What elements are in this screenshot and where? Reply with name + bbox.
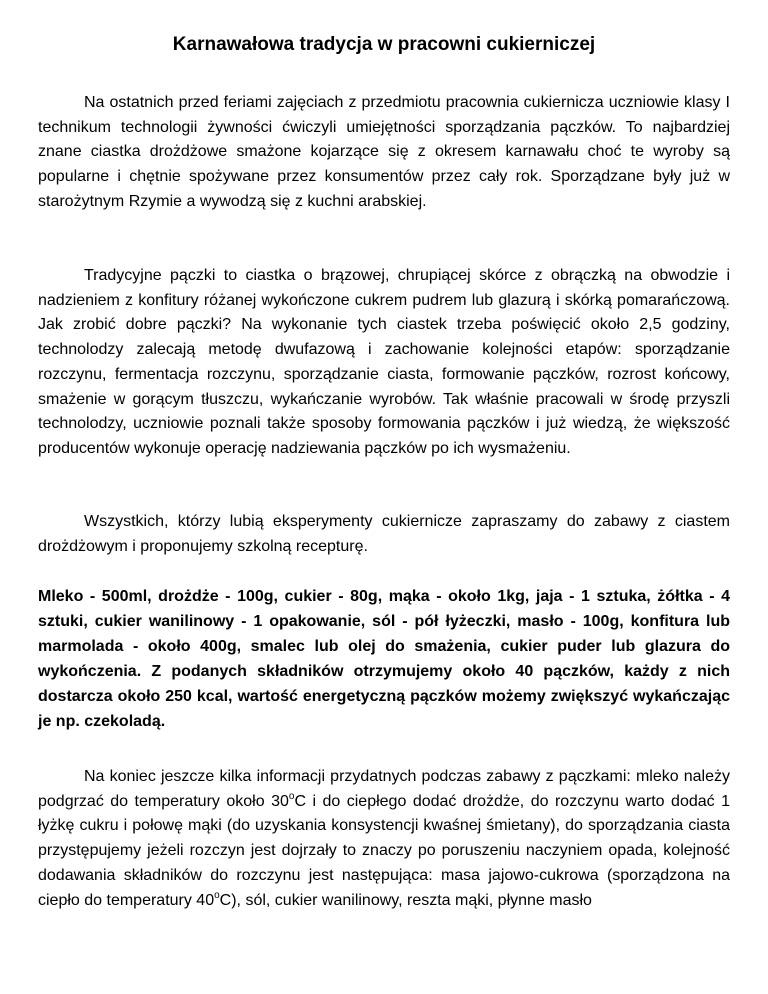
recipe-text: Mleko - 500ml, drożdże - 100g, cukier - 80g, mąka - około 1kg, jaja - 1 sztuka, żółtka - 4 sztuki, cukier wanilinowy - 1 opakowanie, sól - pół łyżeczki, masło - 100g, konfitura lub marmolada - około 400g, smalec lub olej do smażenia, cukier puder lub glazura do wykończenia. Z podanych składników otrzymujemy około 40 pączków, każdy z nich dostarcza około 250 kcal, wartość energetyczną pączków możemy zwiększyć wykańczając je np. czekoladą. xyxy=(38,588,730,730)
paragraph-text xyxy=(38,765,730,913)
paragraph-4 xyxy=(38,765,730,913)
paragraph-text: Na ostatnich przed feriami zajęciach z przedmiotu pracownia cukiernicza uczniowie klasy I technikum technologii żywności ćwiczyli umiejętności sporządzania pączków. To najbardziej znane ciastka drożdżowe smażone kojarzące się z okresem karnawału choć te wyroby są popularne i chętnie spożywane przez konsumentów przez cały rok. Sporządzane były już w starożytnym Rzymie a wywodzą się z kuchni arabskiej. xyxy=(38,94,730,210)
degree-superscript: o xyxy=(214,889,220,901)
degree-superscript: o xyxy=(288,790,295,802)
document-title: Karnawałowa tradycja w pracowni cukierniczej xyxy=(172,34,596,55)
paragraph-3 xyxy=(38,510,730,559)
paragraph-text: Wszystkich, którzy lubią eksperymenty cukiernicze zapraszamy do zabawy z ciastem drożdżowym i proponujemy szkolną recepturę. xyxy=(38,513,730,555)
paragraph-1 xyxy=(38,91,730,215)
paragraph-text: Tradycyjne pączki to ciastka o brązowej, chrupiącej skórce z obrączką na obwodzie i nadzieniem z konfitury różanej wykończone cukrem pudrem lub glazurą i skórką pomarańczową. Jak zrobić dobre pączki? Na wykonanie tych ciastek trzeba poświęcić około 2,5 godziny, technolodzy zalecają metodę dwufazową i zachowanie kolejności etapów: sporządzanie rozczynu, fermentacja rozczynu, sporządzanie ciasta, formowanie pączków, rozrost końcowy, smażenie w gorącym tłuszczu, wykańczanie wyrobów. Tak właśnie pracowali w środę przyszli technolodzy, uczniowie poznali także sposoby formowania pączków i już wiedzą, że większość producentów wykonuje operację nadziewania pączków po ich wysmażeniu. xyxy=(38,267,730,457)
text-segment: C), sól, cukier wanilinowy, reszta mąki, płynne masło xyxy=(219,891,592,909)
text-segment: Na koniec jeszcze kilka informacji przydatnych podczas zabawy z pączkami: mleko należy podgrzać do temperatury około 30 xyxy=(38,768,730,810)
paragraph-2 xyxy=(38,264,730,462)
recipe-block xyxy=(38,584,730,734)
text-segment: C i do ciepłego dodać drożdże, do rozczynu warto dodać 1 łyżkę cukru i połowę mąki (do uzyskania konsystencji kwaśnej śmietany), do sporządzania ciasta przystępujemy jeżeli rozczyn jest dojrzały to znaczy po poruszeniu naczyniem opada, kolejność dodawania składników do rozczynu jest następująca: masa jajowo-cukrowa (sporządzona na ciepło do temperatury 40 xyxy=(38,792,731,909)
